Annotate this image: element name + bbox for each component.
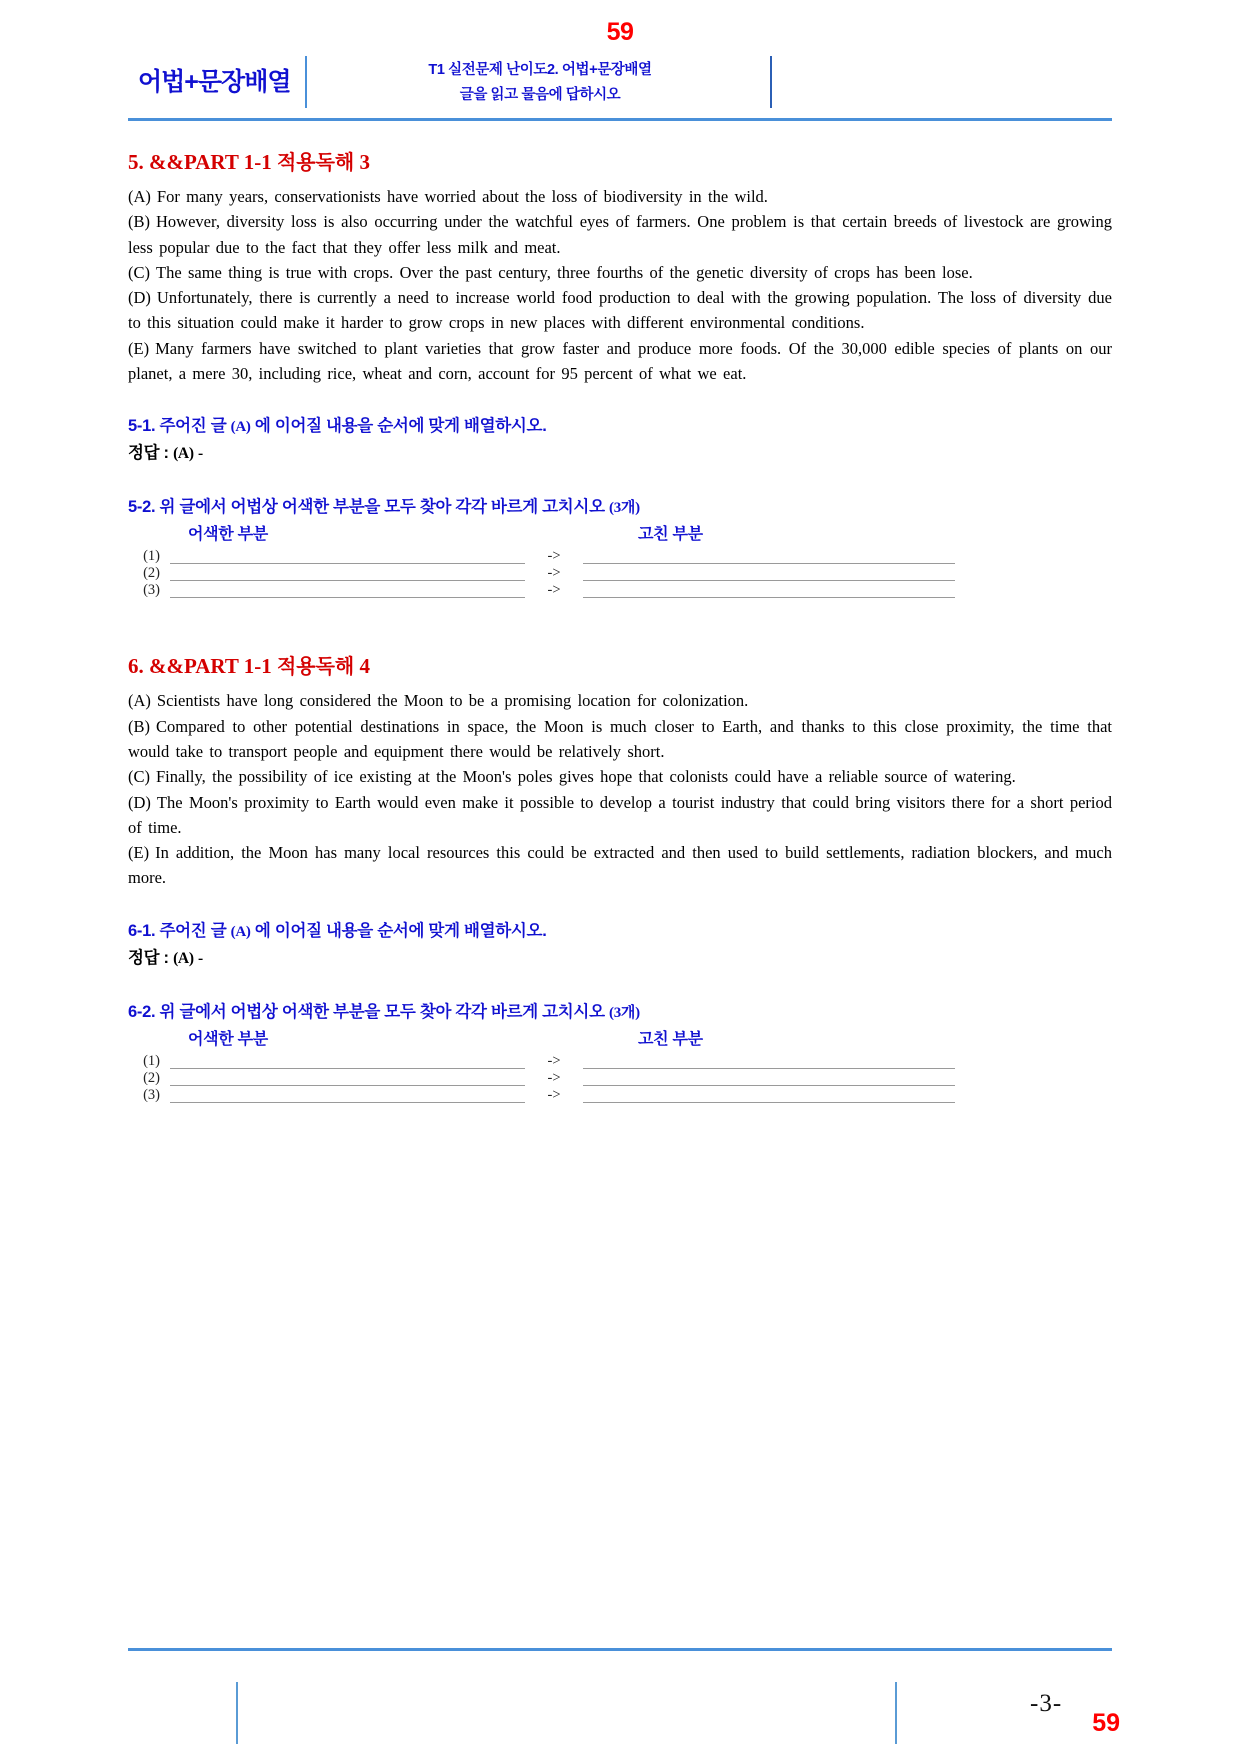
paragraph-text: Compared to other potential destinations in space, the Moon is much closer to Earth, and thanks to this close proximity, the time that would take to transport people and equipment there would be relatively short. (128, 716, 1112, 761)
question-6-part: &&PART 1-1 (149, 654, 272, 679)
question-6-paragraph-b (128, 714, 1112, 765)
answer-blank-incorrect[interactable] (170, 566, 525, 581)
answer-blank-incorrect[interactable] (170, 1071, 525, 1086)
question-block-5 (128, 146, 1112, 598)
header-divider-right (770, 56, 772, 108)
paragraph-text: The same thing is true with crops. Over the past century, three fourths of the genetic diversity of crops has been lose. (156, 262, 973, 282)
question-5-index: 3 (359, 150, 370, 174)
paragraph-text: In addition, the Moon has many local resources this could be extracted and then used to build settlements, radiation blockers, and much more. (128, 843, 1112, 888)
answer-blank-corrected[interactable] (583, 1071, 955, 1086)
sub-question-text: 위 글에서 어법상 어색한 부분을 모두 찾아 각각 바르게 고치시오 (159, 498, 605, 517)
paragraph-label: (A) (128, 691, 151, 711)
question-5-paragraph-c (128, 260, 1112, 285)
sub-question-number: 5-1. (128, 417, 156, 436)
answer-row (128, 564, 1112, 581)
answer-row-index: (3) (143, 1086, 160, 1103)
answer-row-index: (1) (143, 1052, 160, 1069)
answer-row-index: (2) (143, 565, 160, 582)
answer-blank-corrected[interactable] (583, 583, 955, 598)
paragraph-text: Many farmers have switched to plant varieties that grow faster and produce more foods. Of the 30,000 edible species of plants on our planet, a mere 30, including rice, wheat and corn, account for 95 percent of what we eat. (128, 338, 1112, 384)
answer-row (128, 1086, 1112, 1103)
arrow-icon: -> (547, 1069, 561, 1086)
paragraph-text: However, diversity loss is also occurring under the watchful eyes of farmers. One problem is that certain breeds of livestock are growing less popular due to the fact that they offer less milk and meat. (128, 212, 1112, 257)
header-line-2: 글을 읽고 물음에 답하시오 (459, 87, 621, 103)
question-5-paragraph-b (128, 209, 1112, 260)
question-5-paragraph-d (128, 285, 1112, 336)
answer-row (128, 581, 1112, 598)
arrow-icon: -> (547, 1052, 561, 1069)
header-bottom-rule (128, 118, 1112, 121)
header-subject-block (320, 58, 760, 108)
footer-tick-right (895, 1682, 897, 1744)
question-5-paragraph-a (128, 184, 1112, 209)
question-block-6 (128, 650, 1112, 1102)
question-6-1-prompt (128, 917, 1112, 941)
answer-blank-corrected[interactable] (583, 566, 955, 581)
sub-question-marker: (A) (230, 923, 251, 940)
question-6-paragraph-d (128, 790, 1112, 841)
answer-row-index: (2) (143, 1069, 160, 1086)
paragraph-text: Unfortunately, there is currently a need to increase world food production to deal with the growing population. The loss of diversity due to this situation could make it harder to grow crops in new places with different environmental conditions. (128, 288, 1112, 333)
question-6-2-column-headers (128, 1026, 1112, 1050)
answer-row (128, 1069, 1112, 1086)
worksheet-content (128, 146, 1112, 1103)
question-6-index: 4 (359, 654, 370, 679)
paragraph-text: Scientists have long considered the Moon to be a promising location for colonization. (156, 691, 749, 711)
paragraph-label: (E) (128, 843, 150, 863)
question-6-title (128, 650, 1112, 679)
question-6-2-prompt (128, 998, 1112, 1022)
answer-marker: (A) (173, 949, 194, 967)
sub-question-count: (3개) (609, 500, 640, 517)
question-5-1-prompt (128, 412, 1112, 436)
sub-question-number: 5-2. (128, 498, 156, 517)
sub-question-number: 6-2. (128, 1002, 156, 1021)
paragraph-label: (C) (128, 767, 150, 787)
question-6-paragraph-c (128, 764, 1112, 789)
answer-value: - (197, 949, 203, 967)
answer-blank-corrected[interactable] (583, 549, 955, 564)
paragraph-label: (B) (128, 716, 150, 736)
header-line-1: T1 실전문제 난이도2. 어법+문장배열 (428, 62, 652, 78)
footer-rule (128, 1648, 1112, 1651)
question-5-number: 5. (128, 150, 144, 174)
paragraph-label: (C) (128, 262, 150, 282)
sub-question-number: 6-1. (128, 921, 156, 940)
answer-blank-incorrect[interactable] (170, 549, 525, 564)
answer-row (128, 1052, 1112, 1069)
answer-value: - (197, 445, 203, 463)
question-5-1-answer[interactable] (128, 439, 1112, 463)
sub-question-count: (3개) (609, 1004, 640, 1021)
question-6-paragraph-a (128, 688, 1112, 713)
answer-row-index: (1) (143, 548, 160, 565)
answer-marker: (A) (173, 445, 194, 463)
arrow-icon: -> (547, 582, 561, 599)
column-header-corrected: 고친 부분 (638, 526, 703, 544)
answer-blank-incorrect[interactable] (170, 1088, 525, 1103)
question-6-part-ko: 적용독해 (276, 656, 355, 679)
question-6-2-answer-rows (128, 1052, 1112, 1103)
answer-row-index: (3) (143, 582, 160, 599)
question-5-part: &&PART 1-1 (149, 150, 272, 174)
sub-question-marker: (A) (230, 419, 251, 436)
question-5-part-ko: 적용독해 (276, 152, 355, 174)
arrow-icon: -> (547, 565, 561, 582)
paragraph-text: The Moon's proximity to Earth would even make it possible to develop a tourist industry that could bring visitors there for a short period of time. (128, 792, 1112, 837)
paragraph-label: (E) (128, 338, 150, 358)
question-5-title (128, 146, 1112, 175)
column-header-incorrect: 어색한 부분 (188, 1030, 268, 1048)
question-6-1-answer[interactable] (128, 944, 1112, 968)
answer-label: 정답 : (128, 444, 169, 463)
arrow-icon: -> (547, 1086, 561, 1103)
column-header-corrected: 고친 부분 (638, 1030, 703, 1048)
header-divider-left (305, 56, 307, 108)
paragraph-label: (B) (128, 212, 150, 232)
column-header-incorrect: 어색한 부분 (188, 526, 268, 544)
paragraph-label: (A) (128, 187, 151, 206)
paragraph-label: (D) (128, 792, 151, 812)
answer-blank-corrected[interactable] (583, 1088, 955, 1103)
question-5-2-prompt (128, 493, 1112, 517)
page-number-top: 59 (606, 18, 634, 46)
question-5-paragraph-e (128, 336, 1112, 387)
sub-question-text: 위 글에서 어법상 어색한 부분을 모두 찾아 각각 바르게 고치시오 (159, 1002, 605, 1021)
page-number-bottom: 59 (1092, 1709, 1120, 1737)
arrow-icon: -> (547, 548, 561, 565)
footer-page-mark: -3- (1030, 1690, 1063, 1717)
question-6-number: 6. (128, 654, 144, 679)
page-header (130, 52, 1110, 114)
sub-question-text-after: 에 이어질 내용을 순서에 맞게 배열하시오. (254, 921, 547, 940)
answer-blank-incorrect[interactable] (170, 1054, 525, 1069)
answer-blank-corrected[interactable] (583, 1054, 955, 1069)
sub-question-text-before: 주어진 글 (159, 921, 227, 940)
paragraph-text: Finally, the possibility of ice existing at the Moon's poles gives hope that colonists could have a reliable source of watering. (156, 767, 1016, 787)
paragraph-text: For many years, conservationists have worried about the loss of biodiversity in the wild. (156, 187, 768, 206)
paragraph-label: (D) (128, 288, 151, 308)
footer-tick-left (236, 1682, 238, 1744)
question-6-paragraph-e (128, 840, 1112, 891)
question-5-2-answer-rows (128, 547, 1112, 598)
sub-question-text-after: 에 이어질 내용을 순서에 맞게 배열하시오. (254, 417, 547, 436)
answer-blank-incorrect[interactable] (170, 583, 525, 598)
sub-question-text-before: 주어진 글 (159, 417, 227, 436)
question-5-2-column-headers (128, 521, 1112, 545)
header-logo: 어법+문장배열 (138, 68, 291, 96)
answer-row (128, 547, 1112, 564)
answer-label: 정답 : (128, 948, 169, 967)
